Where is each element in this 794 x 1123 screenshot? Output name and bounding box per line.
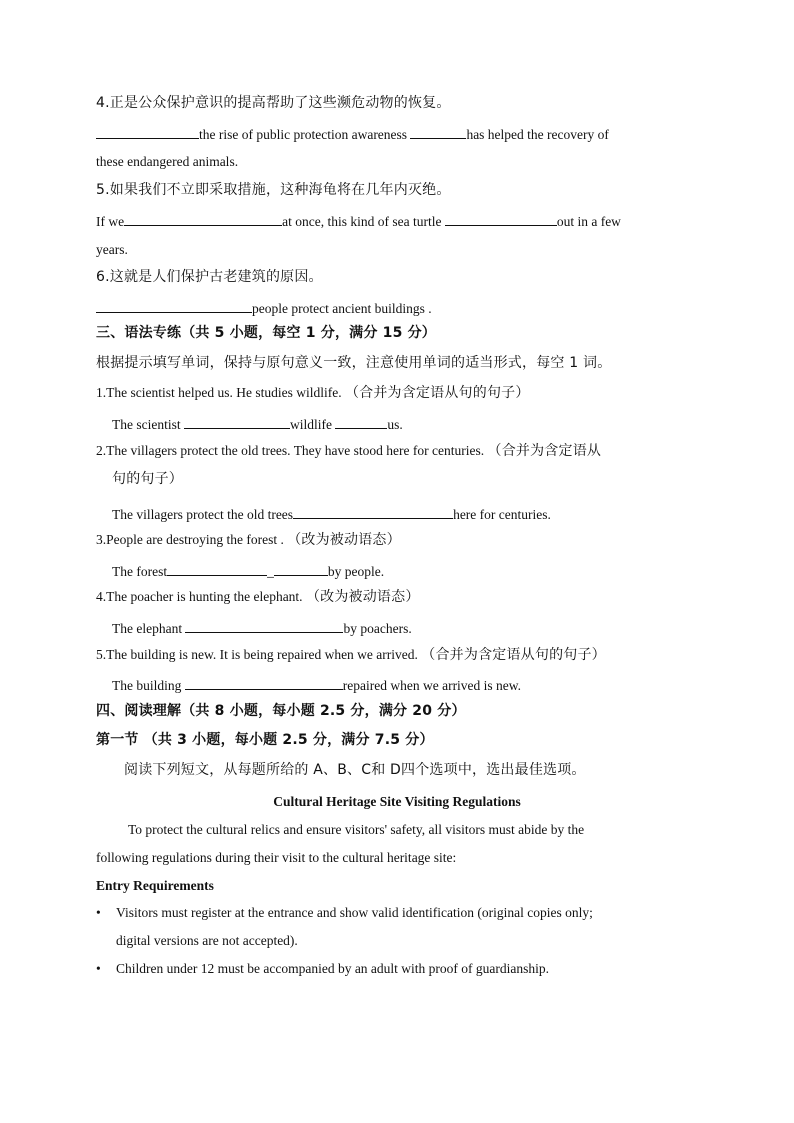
grammar-q5-answer-line <box>112 675 521 696</box>
grammar-q1-hint: （合并为含定语从句的句子） <box>344 385 530 401</box>
grammar-q2-hint: （合并为含定语从 <box>487 443 602 459</box>
grammar-q5-prompt-line <box>96 645 606 665</box>
grammar-q4-prompt: 4.The poacher is hunting the elephant. <box>96 589 303 604</box>
answer-blank[interactable] <box>410 124 466 139</box>
grammar-q1-a-start: The scientist <box>112 417 181 432</box>
grammar-q4-a-start: The elephant <box>112 621 183 636</box>
translation-q6-tail: people protect ancient buildings . <box>252 301 432 316</box>
answer-blank[interactable] <box>96 298 252 313</box>
grammar-q1-prompt: 1.The scientist helped us. He studies wildlife. <box>96 385 342 400</box>
bullet-icon: • <box>96 961 101 976</box>
translation-q5-tail: out in a few <box>556 214 621 229</box>
grammar-q3-a-start: The forest <box>112 564 168 579</box>
grammar-q4-answer-line <box>112 618 412 639</box>
grammar-q2-a-end: here for centuries. <box>453 507 551 522</box>
passage-intro-line1: To protect the cultural relics and ensure visitors' safety, all visitors must abide by the <box>128 822 585 837</box>
answer-blank[interactable] <box>185 618 343 633</box>
answer-blank[interactable] <box>185 675 343 690</box>
grammar-q5-prompt: 5.The building is new. It is being repaired when we arrived. <box>96 647 418 662</box>
answer-blank[interactable] <box>96 124 199 139</box>
grammar-q4-hint: （改为被动语态） <box>305 589 420 605</box>
grammar-q2-prompt: 2.The villagers protect the old trees. They have stood here for centuries. <box>96 443 485 458</box>
grammar-q1-a-end: us. <box>387 417 403 432</box>
grammar-q3-a-sep: _ <box>267 564 274 579</box>
translation-q4-answer-line <box>96 124 609 145</box>
translation-q4-tail: has helped the recovery of <box>466 127 609 142</box>
reading-section1-heading: 第一节 （共 3 小题，每小题 2.5 分，满分 7.5 分） <box>96 732 434 748</box>
grammar-q5-hint: （合并为含定语从句的句子） <box>421 647 606 663</box>
translation-q5-answer-line <box>96 211 621 232</box>
grammar-q3-prompt-line <box>96 530 401 550</box>
bullet-icon: • <box>96 905 101 920</box>
translation-q6-answer-line <box>96 298 432 319</box>
bullet1-line1: Visitors must register at the entrance and show valid identification (original copies only; <box>116 905 593 920</box>
answer-blank[interactable] <box>335 414 387 429</box>
reading-instruction: 阅读下列短文，从每题所给的 A、B、C和 D四个选项中，选出最佳选项。 <box>124 762 586 778</box>
grammar-q5-a-start: The building <box>112 678 182 693</box>
translation-q4-prompt: 4.正是公众保护意识的提高帮助了这些濒危动物的恢复。 <box>96 95 451 111</box>
grammar-q3-hint: （改为被动语态） <box>287 532 401 548</box>
answer-blank[interactable] <box>124 211 282 226</box>
answer-blank[interactable] <box>167 561 267 576</box>
entry-requirements-heading: Entry Requirements <box>96 878 214 893</box>
grammar-instruction: 根据提示填写单词，保持与原句意义一致，注意使用单词的适当形式，每空 1 词。 <box>96 355 612 371</box>
passage-intro-line2: following regulations during their visit to the cultural heritage site: <box>96 850 457 865</box>
reading-heading: 四、阅读理解（共 8 小题，每小题 2.5 分，满分 20 分） <box>96 703 466 719</box>
answer-blank[interactable] <box>274 561 328 576</box>
grammar-q2-a-start: The villagers protect the old trees <box>112 507 294 522</box>
grammar-q1-prompt-line <box>96 383 530 403</box>
passage-title: Cultural Heritage Site Visiting Regulations <box>273 794 521 809</box>
grammar-q1-answer-line <box>112 414 403 435</box>
bullet1-line2: digital versions are not accepted). <box>116 933 298 948</box>
grammar-q2-prompt-line <box>96 441 601 461</box>
translation-q5-start: If we <box>96 214 125 229</box>
answer-blank[interactable] <box>184 414 290 429</box>
translation-q4-mid: the rise of public protection awareness <box>199 127 408 142</box>
grammar-q4-a-end: by poachers. <box>343 621 412 636</box>
translation-q4-cont: these endangered animals. <box>96 154 239 169</box>
grammar-q3-a-end: by people. <box>327 564 385 579</box>
grammar-q3-answer-line <box>112 561 384 582</box>
grammar-heading: 三、语法专练（共 5 小题，每空 1 分，满分 15 分） <box>96 325 437 341</box>
translation-q5-prompt: 5.如果我们不立即采取措施，这种海龟将在几年内灭绝。 <box>96 182 451 198</box>
answer-blank[interactable] <box>445 211 557 226</box>
grammar-q3-prompt: 3.People are destroying the forest . <box>96 532 284 547</box>
grammar-q2-hint-cont: 句的句子） <box>112 471 183 487</box>
translation-q5-cont: years. <box>96 242 128 257</box>
bullet2-text: Children under 12 must be accompanied by an adult with proof of guardianship. <box>116 961 550 976</box>
grammar-q2-answer-line <box>112 504 551 525</box>
translation-q6-prompt: 6.这就是人们保护古老建筑的原因。 <box>96 269 323 285</box>
answer-blank[interactable] <box>293 504 453 519</box>
grammar-q4-prompt-line <box>96 587 420 607</box>
translation-q5-mid: at once, this kind of sea turtle <box>282 214 442 229</box>
grammar-q1-a-mid: wildlife <box>289 417 332 432</box>
grammar-q5-a-end: repaired when we arrived is new. <box>342 678 522 693</box>
